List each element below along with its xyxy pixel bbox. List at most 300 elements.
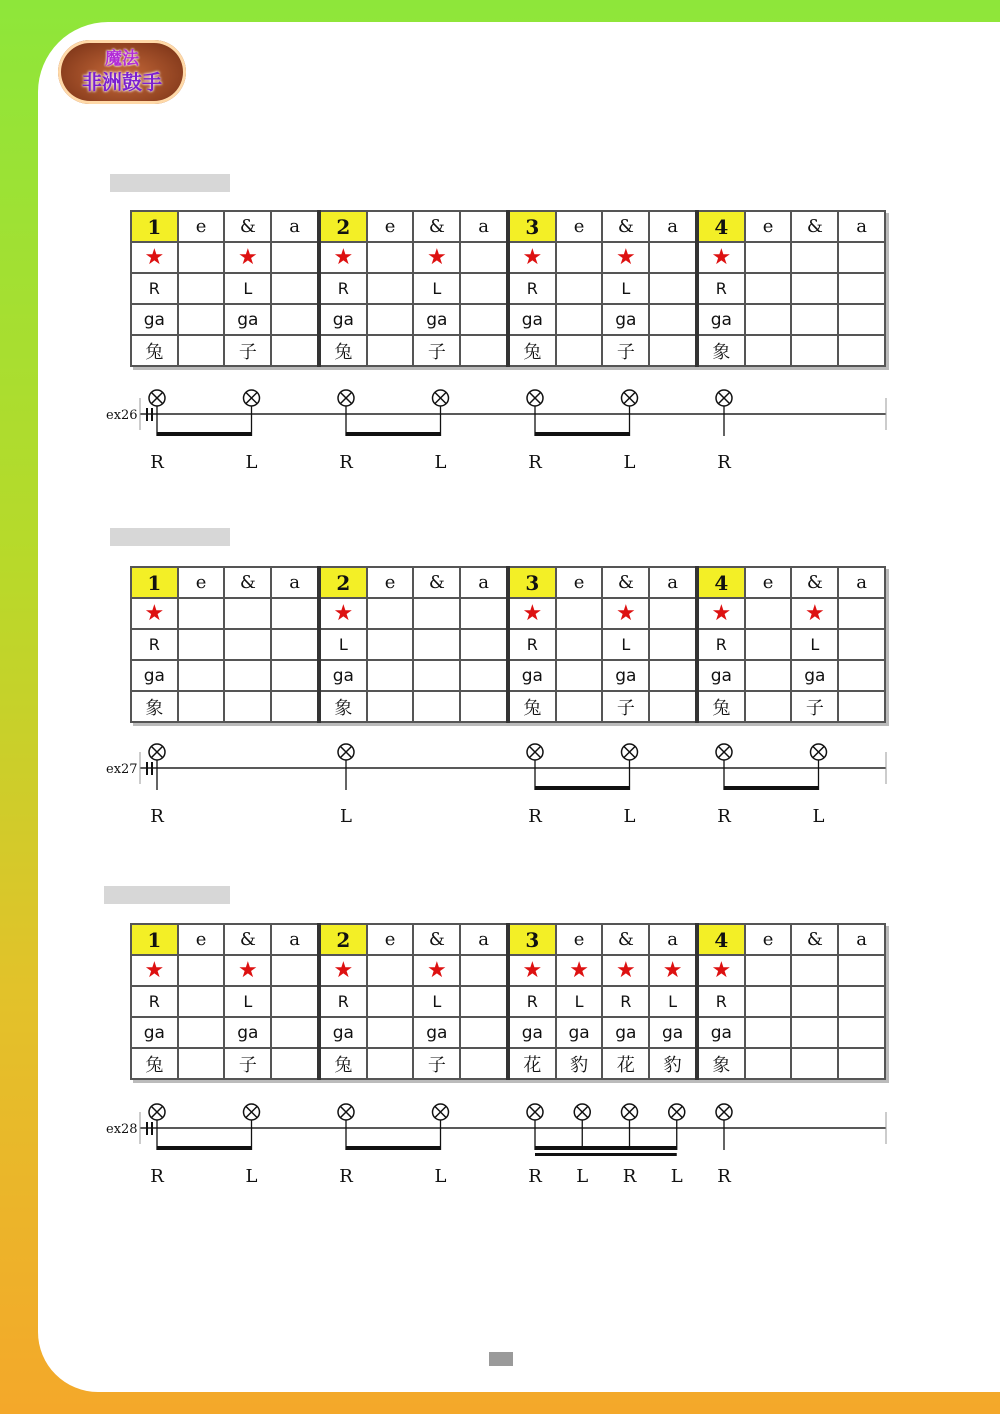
hands-cell — [367, 986, 414, 1017]
sticking-label: L — [812, 806, 825, 827]
empty-cell — [460, 955, 508, 986]
empty-cell — [178, 242, 225, 273]
star-icon: ★ — [697, 598, 745, 629]
note-head — [338, 744, 354, 760]
hands-cell — [460, 986, 508, 1017]
hands-cell — [745, 986, 792, 1017]
sticking-label: R — [150, 1166, 164, 1187]
note-head — [149, 390, 165, 406]
words-cell: 兔 — [131, 1048, 178, 1079]
ga-cell — [271, 304, 319, 335]
ga-cell — [791, 1017, 838, 1048]
grid-row-count — [131, 924, 885, 955]
count-cell: & — [602, 924, 649, 955]
ga-cell — [745, 660, 792, 691]
sticking-label: L — [623, 452, 636, 473]
count-cell: & — [791, 211, 838, 242]
words-cell: 象 — [319, 691, 367, 722]
star-icon: ★ — [556, 955, 603, 986]
empty-cell — [745, 598, 792, 629]
grid-row-stars — [131, 955, 885, 986]
rhythm-grid-ex28 — [130, 923, 886, 1080]
ga-cell — [367, 304, 414, 335]
words-cell — [178, 1048, 225, 1079]
words-cell: 兔 — [697, 691, 745, 722]
note-head — [669, 1104, 685, 1120]
words-cell — [838, 335, 885, 366]
grid-row-ga — [131, 660, 885, 691]
rhythm-grid-ex27 — [130, 566, 886, 723]
words-cell: 子 — [413, 335, 460, 366]
note-head — [527, 744, 543, 760]
words-cell: 豹 — [556, 1048, 603, 1079]
count-cell: 3 — [508, 567, 556, 598]
sticking-label: L — [245, 1166, 258, 1187]
note-head — [622, 1104, 638, 1120]
words-cell — [791, 335, 838, 366]
words-cell: 子 — [224, 335, 271, 366]
words-cell: 象 — [697, 335, 745, 366]
hands-cell — [178, 629, 225, 660]
count-cell: a — [649, 924, 697, 955]
words-cell: 兔 — [508, 335, 556, 366]
words-cell — [178, 691, 225, 722]
hands-cell — [271, 986, 319, 1017]
sticking-label: R — [717, 452, 731, 473]
star-icon: ★ — [697, 242, 745, 273]
ga-cell: ga — [697, 304, 745, 335]
words-cell: 子 — [413, 1048, 460, 1079]
note-head — [716, 1104, 732, 1120]
hands-cell — [178, 986, 225, 1017]
beam — [535, 1153, 677, 1156]
words-cell — [838, 691, 885, 722]
words-cell: 兔 — [131, 335, 178, 366]
hands-cell — [649, 273, 697, 304]
note-head — [527, 390, 543, 406]
hands-cell: R — [131, 273, 178, 304]
words-cell: 子 — [791, 691, 838, 722]
ga-cell: ga — [508, 660, 556, 691]
ga-cell: ga — [602, 660, 649, 691]
sticking-label: L — [623, 806, 636, 827]
words-cell: 象 — [697, 1048, 745, 1079]
ga-cell: ga — [224, 304, 271, 335]
note-head — [433, 1104, 449, 1120]
sticking-label: R — [717, 806, 731, 827]
exercise-label: ex26 — [106, 408, 138, 423]
ga-cell: ga — [697, 660, 745, 691]
ga-cell — [460, 660, 508, 691]
count-cell: 4 — [697, 211, 745, 242]
empty-cell — [460, 242, 508, 273]
count-cell: a — [460, 924, 508, 955]
star-icon: ★ — [508, 598, 556, 629]
hands-cell — [745, 629, 792, 660]
grid-row-words — [131, 1048, 885, 1079]
note-head — [149, 744, 165, 760]
star-icon: ★ — [649, 955, 697, 986]
count-cell: & — [224, 211, 271, 242]
hands-cell: R — [508, 273, 556, 304]
note-head — [338, 1104, 354, 1120]
grid-row-hands — [131, 986, 885, 1017]
words-cell — [367, 691, 414, 722]
words-cell — [271, 335, 319, 366]
sticking-label: L — [434, 1166, 447, 1187]
star-icon: ★ — [697, 955, 745, 986]
star-icon: ★ — [602, 242, 649, 273]
ga-cell — [649, 304, 697, 335]
words-cell — [556, 691, 603, 722]
exercise-label: ex28 — [106, 1122, 138, 1137]
ga-cell — [791, 304, 838, 335]
hands-cell: R — [319, 986, 367, 1017]
empty-cell — [178, 598, 225, 629]
count-cell: & — [224, 567, 271, 598]
words-cell: 子 — [224, 1048, 271, 1079]
star-icon: ★ — [602, 955, 649, 986]
beam — [535, 786, 630, 790]
count-cell: e — [367, 567, 414, 598]
ga-cell — [178, 304, 225, 335]
count-cell: & — [602, 211, 649, 242]
ga-cell — [178, 660, 225, 691]
hands-cell: L — [224, 986, 271, 1017]
hands-cell: R — [697, 629, 745, 660]
ga-cell: ga — [508, 304, 556, 335]
beam — [346, 432, 441, 436]
note-head — [244, 1104, 260, 1120]
count-cell: a — [271, 924, 319, 955]
note-head — [244, 390, 260, 406]
staff-ex26 — [100, 388, 900, 478]
words-cell — [460, 1048, 508, 1079]
beam — [535, 432, 630, 436]
hands-cell — [460, 629, 508, 660]
ga-cell — [460, 304, 508, 335]
words-cell: 花 — [602, 1048, 649, 1079]
hands-cell: L — [556, 986, 603, 1017]
count-cell: a — [649, 567, 697, 598]
ga-cell: ga — [697, 1017, 745, 1048]
sticking-label: R — [150, 806, 164, 827]
words-cell: 兔 — [508, 691, 556, 722]
sticking-label: L — [434, 452, 447, 473]
hands-cell: L — [649, 986, 697, 1017]
words-cell: 豹 — [649, 1048, 697, 1079]
grid-row-count — [131, 211, 885, 242]
empty-cell — [178, 955, 225, 986]
empty-cell — [791, 955, 838, 986]
words-cell — [413, 691, 460, 722]
note-head — [433, 390, 449, 406]
page-number — [489, 1352, 513, 1366]
grid-row-hands — [131, 629, 885, 660]
note-head — [716, 744, 732, 760]
grid-row-ga — [131, 1017, 885, 1048]
count-cell: a — [838, 567, 885, 598]
hands-cell: L — [413, 986, 460, 1017]
brand-logo — [58, 40, 186, 104]
exercise-label: ex27 — [106, 762, 138, 777]
star-icon: ★ — [413, 955, 460, 986]
section-label-2 — [110, 528, 230, 546]
count-cell: a — [460, 211, 508, 242]
words-cell — [178, 335, 225, 366]
grid-row-words — [131, 335, 885, 366]
star-icon: ★ — [508, 242, 556, 273]
words-cell — [838, 1048, 885, 1079]
ga-cell — [556, 660, 603, 691]
hands-cell — [838, 273, 885, 304]
star-icon: ★ — [131, 955, 178, 986]
count-cell: & — [413, 211, 460, 242]
hands-cell — [791, 986, 838, 1017]
words-cell — [224, 691, 271, 722]
empty-cell — [413, 598, 460, 629]
ga-cell: ga — [131, 304, 178, 335]
brand-line1: 魔法 — [105, 49, 139, 69]
section-label-3 — [104, 886, 230, 904]
ga-cell — [649, 660, 697, 691]
star-icon: ★ — [508, 955, 556, 986]
count-cell: 3 — [508, 924, 556, 955]
empty-cell — [838, 242, 885, 273]
ga-cell: ga — [131, 1017, 178, 1048]
note-head — [622, 744, 638, 760]
grid-row-ga — [131, 304, 885, 335]
ga-cell — [367, 660, 414, 691]
count-cell: & — [791, 924, 838, 955]
star-icon: ★ — [224, 242, 271, 273]
words-cell — [649, 691, 697, 722]
count-cell: e — [367, 924, 414, 955]
hands-cell — [413, 629, 460, 660]
hands-cell — [838, 629, 885, 660]
sticking-label: R — [622, 1166, 637, 1187]
ga-cell: ga — [649, 1017, 697, 1048]
count-cell: & — [413, 924, 460, 955]
note-head — [622, 390, 638, 406]
words-cell: 兔 — [319, 335, 367, 366]
hands-cell: R — [697, 273, 745, 304]
count-cell: & — [791, 567, 838, 598]
empty-cell — [367, 598, 414, 629]
ga-cell: ga — [319, 1017, 367, 1048]
words-cell: 兔 — [319, 1048, 367, 1079]
ga-cell: ga — [602, 1017, 649, 1048]
empty-cell — [460, 598, 508, 629]
count-cell: a — [271, 567, 319, 598]
hands-cell — [271, 273, 319, 304]
words-cell — [556, 335, 603, 366]
hands-cell: R — [131, 629, 178, 660]
ga-cell: ga — [131, 660, 178, 691]
empty-cell — [745, 242, 792, 273]
note-head — [338, 390, 354, 406]
sticking-label: R — [717, 1166, 731, 1187]
star-icon: ★ — [791, 598, 838, 629]
star-icon: ★ — [131, 598, 178, 629]
sticking-label: L — [576, 1166, 589, 1187]
words-cell — [460, 335, 508, 366]
ga-cell — [224, 660, 271, 691]
ga-cell — [745, 304, 792, 335]
empty-cell — [367, 955, 414, 986]
words-cell — [271, 691, 319, 722]
words-cell: 子 — [602, 691, 649, 722]
hands-cell — [224, 629, 271, 660]
count-cell: & — [602, 567, 649, 598]
hands-cell — [745, 273, 792, 304]
hands-cell: R — [602, 986, 649, 1017]
section-label-1 — [110, 174, 230, 192]
words-cell: 子 — [602, 335, 649, 366]
star-icon: ★ — [413, 242, 460, 273]
sticking-label: L — [245, 452, 258, 473]
count-cell: & — [224, 924, 271, 955]
count-cell: e — [178, 211, 225, 242]
empty-cell — [649, 242, 697, 273]
ga-cell — [460, 1017, 508, 1048]
count-cell: 1 — [131, 567, 178, 598]
count-cell: a — [460, 567, 508, 598]
ga-cell: ga — [556, 1017, 603, 1048]
hands-cell — [649, 629, 697, 660]
grid-row-hands — [131, 273, 885, 304]
count-cell: 2 — [319, 211, 367, 242]
hands-cell — [367, 273, 414, 304]
empty-cell — [556, 242, 603, 273]
empty-cell — [224, 598, 271, 629]
note-head — [527, 1104, 543, 1120]
hands-cell: R — [697, 986, 745, 1017]
ga-cell: ga — [413, 1017, 460, 1048]
ga-cell: ga — [791, 660, 838, 691]
count-cell: e — [745, 211, 792, 242]
empty-cell — [649, 598, 697, 629]
count-cell: 4 — [697, 924, 745, 955]
empty-cell — [271, 242, 319, 273]
count-cell: 1 — [131, 211, 178, 242]
empty-cell — [556, 598, 603, 629]
count-cell: & — [413, 567, 460, 598]
note-head — [574, 1104, 590, 1120]
star-icon: ★ — [319, 955, 367, 986]
empty-cell — [791, 242, 838, 273]
hands-cell — [460, 273, 508, 304]
count-cell: e — [556, 924, 603, 955]
hands-cell: L — [413, 273, 460, 304]
words-cell — [460, 691, 508, 722]
words-cell — [745, 335, 792, 366]
staff-ex27 — [100, 742, 900, 832]
hands-cell — [178, 273, 225, 304]
sticking-label: R — [528, 452, 542, 473]
sticking-label: R — [339, 452, 353, 473]
hands-cell — [556, 273, 603, 304]
grid-row-stars — [131, 242, 885, 273]
empty-cell — [838, 598, 885, 629]
count-cell: 4 — [697, 567, 745, 598]
hands-cell: L — [602, 273, 649, 304]
empty-cell — [271, 598, 319, 629]
count-cell: 2 — [319, 567, 367, 598]
hands-cell — [271, 629, 319, 660]
hands-cell — [367, 629, 414, 660]
star-icon: ★ — [319, 242, 367, 273]
hands-cell: L — [791, 629, 838, 660]
count-cell: e — [367, 211, 414, 242]
empty-cell — [271, 955, 319, 986]
count-cell: a — [271, 211, 319, 242]
hands-cell — [556, 629, 603, 660]
count-cell: e — [745, 924, 792, 955]
grid-row-stars — [131, 598, 885, 629]
count-cell: a — [838, 924, 885, 955]
ga-cell — [413, 660, 460, 691]
count-cell: e — [178, 567, 225, 598]
star-icon: ★ — [319, 598, 367, 629]
ga-cell — [271, 1017, 319, 1048]
beam — [346, 1146, 441, 1150]
words-cell: 花 — [508, 1048, 556, 1079]
count-cell: a — [838, 211, 885, 242]
grid-row-count — [131, 567, 885, 598]
count-cell: e — [556, 567, 603, 598]
count-cell: 2 — [319, 924, 367, 955]
empty-cell — [745, 955, 792, 986]
count-cell: 3 — [508, 211, 556, 242]
hands-cell — [838, 986, 885, 1017]
star-icon: ★ — [602, 598, 649, 629]
words-cell — [367, 335, 414, 366]
ga-cell — [556, 304, 603, 335]
words-cell — [271, 1048, 319, 1079]
sticking-label: R — [528, 1166, 542, 1187]
words-cell — [649, 335, 697, 366]
hands-cell: R — [508, 629, 556, 660]
ga-cell: ga — [319, 304, 367, 335]
hands-cell: L — [319, 629, 367, 660]
ga-cell — [367, 1017, 414, 1048]
staff-ex28 — [100, 1102, 900, 1192]
count-cell: 1 — [131, 924, 178, 955]
words-cell — [745, 691, 792, 722]
count-cell: e — [178, 924, 225, 955]
ga-cell — [838, 1017, 885, 1048]
sticking-label: R — [339, 1166, 353, 1187]
words-cell — [791, 1048, 838, 1079]
beam — [157, 432, 252, 436]
ga-cell: ga — [224, 1017, 271, 1048]
ga-cell: ga — [508, 1017, 556, 1048]
note-head — [149, 1104, 165, 1120]
star-icon: ★ — [131, 242, 178, 273]
sticking-label: R — [150, 452, 164, 473]
count-cell: e — [556, 211, 603, 242]
grid-row-words — [131, 691, 885, 722]
sticking-label: L — [340, 806, 352, 827]
note-head — [811, 744, 827, 760]
ga-cell: ga — [602, 304, 649, 335]
star-icon: ★ — [224, 955, 271, 986]
ga-cell: ga — [413, 304, 460, 335]
sticking-label: L — [670, 1166, 683, 1187]
hands-cell: R — [508, 986, 556, 1017]
ga-cell: ga — [319, 660, 367, 691]
